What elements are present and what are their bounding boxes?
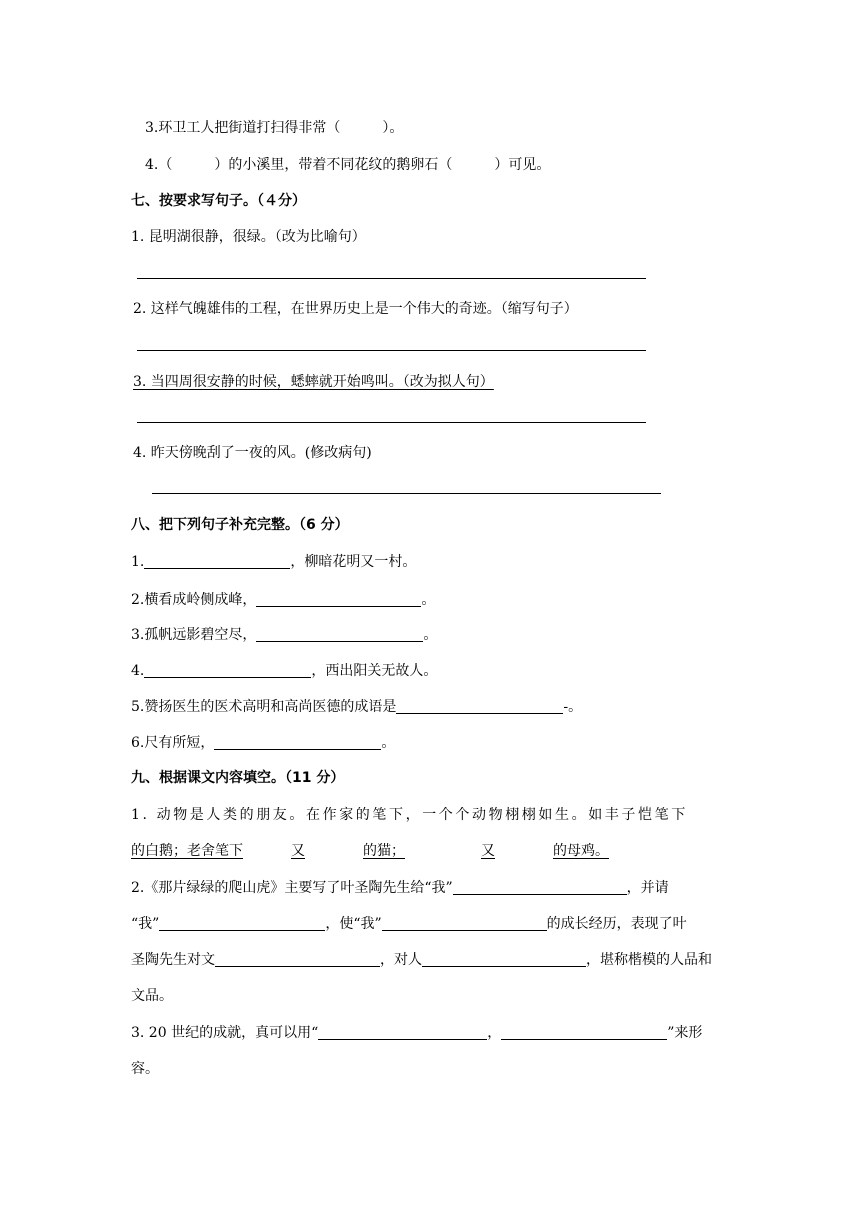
part9-question-3-line-2: 容。	[131, 1061, 159, 1077]
part7-question-4: 4. 昨天傍晚刮了一夜的风。(修改病句)	[133, 445, 372, 461]
part7-question-1: 1. 昆明湖很静，很绿。（改为比喻句）	[131, 229, 366, 245]
part9-q2-blank-3[interactable]	[382, 916, 547, 931]
part9-q2-l1-a: 2.《那片绿绿的爬山虎》主要写了叶圣陶先生给“我”	[131, 880, 453, 896]
part7-question-3: 3. 当四周很安静的时候，蟋蟀就开始鸣叫。（改为拟人句）	[133, 374, 494, 390]
part9-question-2-line-3	[131, 950, 712, 970]
part8-q1-blank[interactable]	[144, 554, 290, 569]
part9-q2-l1-b: ，并请	[626, 880, 669, 896]
part8-q2-suffix: 。	[421, 592, 436, 608]
part9-q2-l3-b: ，对人	[380, 952, 422, 968]
part8-q5-prefix: 5.赞扬医生的医术高明和高尚医德的成语是	[131, 699, 397, 715]
part9-question-3-line-1	[131, 1023, 702, 1043]
part9-title: 九、根据课文内容填空。（11 分）	[131, 770, 345, 786]
part9-question-1-line-2	[131, 841, 609, 861]
part8-question-6	[131, 733, 395, 753]
part9-question-2-line-1	[131, 878, 669, 898]
part9-q1-e: 的母鸡。	[553, 843, 609, 859]
part9-q2-blank-2[interactable]	[159, 916, 325, 931]
part9-q3-blank-2[interactable]	[501, 1025, 667, 1040]
part9-q1-text: 1. 动物是人类的朋友。在作家的笔下，一个个动物栩栩如生。如丰子恺笔下	[131, 807, 688, 823]
part7-question-2: 2. 这样气魄雄伟的工程，在世界历史上是一个伟大的奇迹。（缩写句子）	[133, 301, 578, 317]
part9-q2-l2-b: ，使“我”	[325, 916, 382, 932]
part9-q2-l3-c: ，堪称楷模的人品和	[586, 952, 712, 968]
part8-title: 八、把下列句子补充完整。（6 分）	[131, 517, 349, 533]
part8-q4-prefix: 4.	[131, 663, 145, 679]
part9-q3-l1-a: 3. 20 世纪的成就，真可以用“	[131, 1025, 319, 1041]
part8-q4-blank[interactable]	[144, 663, 311, 678]
part7-answer-line-1[interactable]	[137, 278, 646, 279]
part8-q5-suffix: -。	[563, 699, 583, 715]
part8-question-1	[131, 552, 416, 572]
part9-q1-d: 又	[481, 843, 495, 859]
part6-question-3: 3.环卫工人把街道打扫得非常（ ）。	[145, 120, 404, 136]
part9-q2-blank-5[interactable]	[422, 952, 586, 967]
part7-title: 七、按要求写句子。（４分）	[131, 193, 306, 209]
part7-answer-line-4[interactable]	[152, 493, 661, 494]
part9-q3-l1-b: ，	[487, 1025, 502, 1041]
part9-question-2-line-4: 文品。	[131, 988, 173, 1004]
part8-question-5	[131, 697, 582, 717]
part9-q2-l2-c: 的成长经历，表现了叶	[546, 916, 687, 932]
part8-q6-suffix: 。	[381, 735, 396, 751]
part9-question-1-line-1	[131, 805, 730, 825]
part8-q2-prefix: 2.横看成岭侧成峰，	[131, 592, 257, 608]
part8-q6-blank[interactable]	[214, 735, 381, 750]
part9-q3-l1-c: ”来形	[667, 1025, 703, 1041]
part8-q2-blank[interactable]	[256, 592, 421, 607]
part9-question-2-line-2	[131, 914, 687, 934]
part9-q3-blank-1[interactable]	[318, 1025, 487, 1040]
part7-answer-line-2[interactable]	[137, 350, 646, 351]
part8-q6-prefix: 6.尺有所短，	[131, 735, 215, 751]
part9-q2-l3-a: 圣陶先生对文	[131, 952, 215, 968]
part8-question-3	[131, 625, 437, 645]
part9-q1-c: 的猫；	[363, 843, 405, 859]
part9-q1-a: 的白鹅；老舍笔下	[131, 843, 243, 859]
part8-q5-blank[interactable]	[396, 699, 563, 714]
part8-question-4	[131, 661, 437, 681]
part8-q1-suffix: ，柳暗花明又一村。	[290, 554, 417, 570]
part8-q3-prefix: 3.孤帆远影碧空尽，	[131, 627, 257, 643]
part9-q2-blank-4[interactable]	[215, 952, 380, 967]
part8-q4-suffix: ，西出阳关无故人。	[311, 663, 438, 679]
part9-q2-blank-1[interactable]	[453, 880, 627, 895]
part8-q3-suffix: 。	[423, 627, 438, 643]
part8-q1-prefix: 1.	[131, 554, 145, 570]
part7-answer-line-3[interactable]	[137, 422, 646, 423]
part9-q1-b: 又	[291, 843, 305, 859]
part8-q3-blank[interactable]	[256, 627, 423, 642]
part8-question-2	[131, 590, 435, 610]
part9-q2-l2-a: “我”	[131, 916, 160, 932]
part6-question-4: 4.（ ）的小溪里，带着不同花纹的鹅卵石（ ）可见。	[145, 157, 551, 173]
